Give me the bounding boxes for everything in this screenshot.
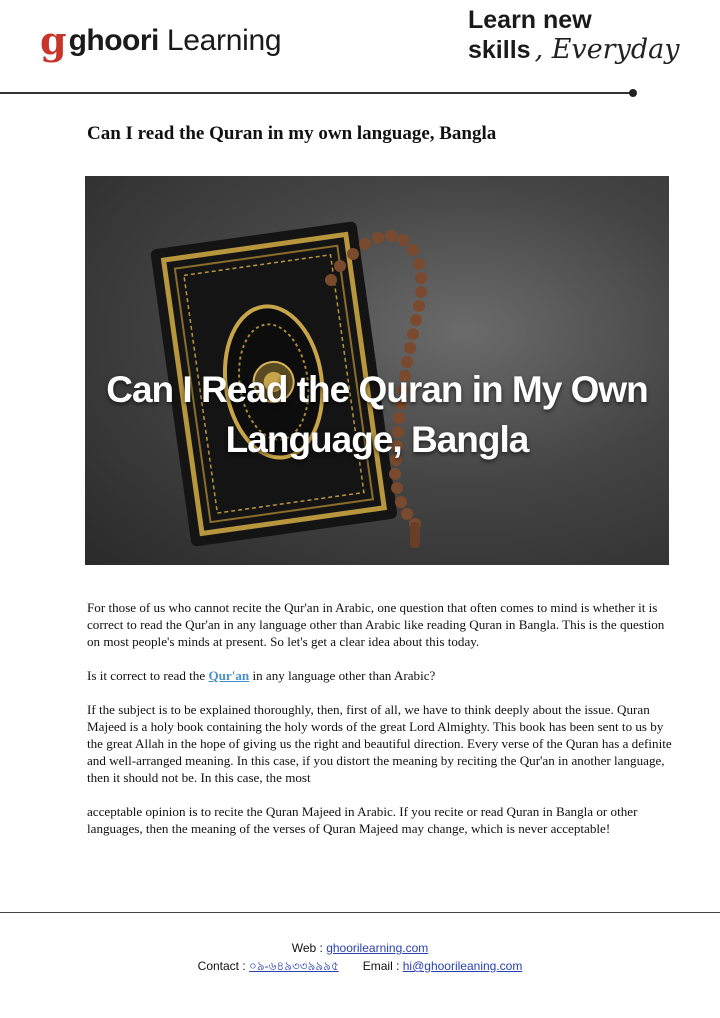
logo-brand-text: ghoori: [68, 24, 159, 57]
hero-heading-line2: Language, Bangla: [225, 419, 529, 460]
question-text-after: in any language other than Arabic?: [249, 668, 436, 683]
footer-contact-line: [0, 957, 720, 975]
tagline-line2: [468, 34, 698, 66]
page-header: [0, 0, 720, 100]
website-link[interactable]: ghoorilearning.com: [326, 941, 429, 955]
contact-label: Contact :: [197, 959, 250, 973]
paragraph-explanation: If the subject is to be explained thoroughly, then, first of all, we have to think deeply about the issue. Quran Majeed is a holy book containing the holy words of the great Lord Almighty. This book has been sent to us by the great Allah in the hope of giving us the right and beautiful direction. Every verse of the Quran has a definite and well-arranged meaning. In this case, if you distort the meaning by reciting the Qur'an in another language, then it should not be. In this case, the most: [87, 702, 672, 785]
hero-heading-line1: Can I Read the Quran in My Own: [106, 369, 648, 410]
quran-link[interactable]: Qur'an: [208, 668, 250, 683]
paragraph-conclusion: acceptable opinion is to recite the Quran Majeed in Arabic. If you recite or read Quran in Bangla or other languages, then the meaning of the verses of Quran Majeed may change, which is never acceptable!: [87, 804, 638, 836]
footer-divider: [0, 912, 720, 913]
header-divider: [0, 92, 632, 94]
contact-number-link[interactable]: ০৯-৬৪৯৩৩৯৯৯৫: [249, 959, 339, 973]
page-title: Can I read the Quran in my own language, Bangla: [87, 123, 497, 144]
header-divider-dot: [629, 89, 637, 97]
tagline-script: , Everyday: [534, 34, 680, 65]
ghoori-learning-logo[interactable]: [40, 16, 281, 66]
paragraph-intro: For those of us who cannot recite the Qur'an in Arabic, one question that often comes to mind is whether it is correct to read the Qur'an in any language other than Arabic like reading Quran in Bangla. This is the question on most people's minds at present. So let's get a clear idea about this today.: [87, 600, 665, 649]
logo-mark-icon: g: [40, 18, 67, 63]
hero-image: [85, 176, 669, 565]
tagline: [468, 6, 698, 66]
email-label: Email :: [362, 959, 403, 973]
web-label: Web :: [291, 941, 327, 955]
paragraph-question: [87, 667, 677, 684]
tagline-line1: Learn new: [468, 6, 592, 34]
page-footer: [0, 939, 720, 975]
article-body: [87, 599, 677, 837]
question-text-before: Is it correct to read the: [87, 668, 209, 683]
tagline-bold: skills: [468, 36, 531, 64]
email-link[interactable]: hi@ghoorileaning.com: [402, 959, 523, 973]
footer-web-line: [0, 939, 720, 957]
logo-product-text: Learning: [166, 24, 282, 57]
